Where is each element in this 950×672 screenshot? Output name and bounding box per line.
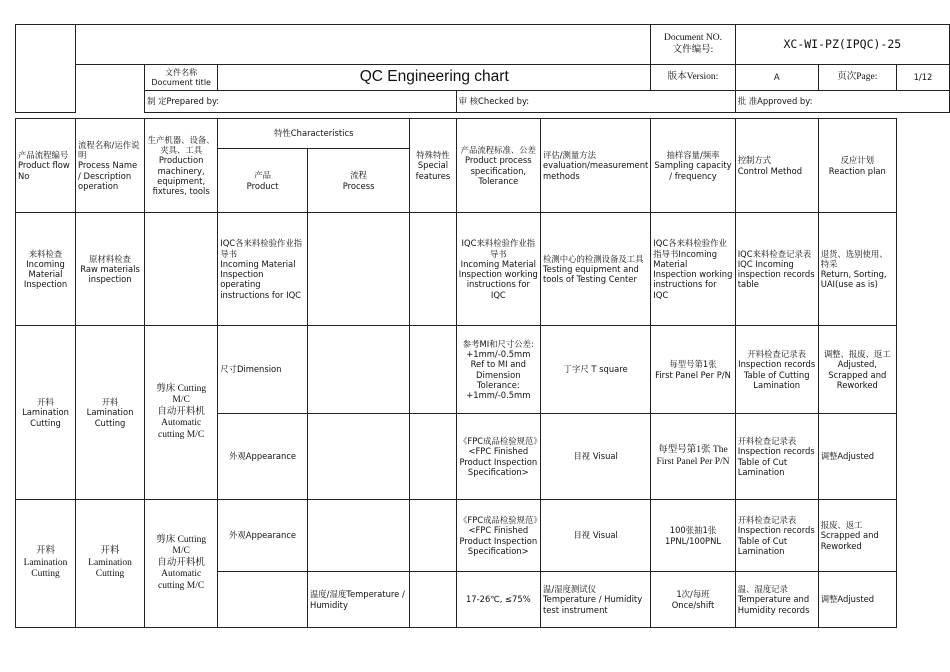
cell-sampling: 1次/每班 Once/shift: [651, 572, 735, 628]
page-value: 1/12: [896, 65, 949, 91]
col-process: 流程 Process: [307, 149, 409, 213]
table-row: [16, 213, 950, 326]
cell-evaluation: 丁字尺 T square: [540, 326, 650, 414]
cell-special: [410, 500, 456, 572]
page-label: 页次Page:: [818, 65, 896, 91]
cell-product: 尺寸Dimension: [218, 326, 308, 414]
cell-special: [410, 414, 456, 500]
cell-standard: 17-26℃, ≤75%: [456, 572, 540, 628]
cell-step-no: 来料检查 Incoming Material Inspection: [16, 213, 76, 326]
cell-reaction: 退货、选别使用、特采 Return, Sorting, UAI(use as is): [818, 213, 896, 326]
cell-special: [410, 213, 456, 326]
version-value: A: [735, 65, 818, 91]
header-row-signatures: [16, 91, 950, 113]
qc-engineering-chart-table: [15, 24, 950, 628]
table-row: [16, 500, 950, 572]
prepared-by: 制 定Prepared by:: [145, 91, 457, 113]
cell-process: [307, 500, 409, 572]
cell-special: [410, 326, 456, 414]
cell-machinery: [145, 213, 218, 326]
col-evaluation: 评估/测量方法 evaluation/measurement methods: [540, 119, 650, 213]
col-step-no: 产品流程编号 Product flow No: [16, 119, 76, 213]
cell-machinery: 剪床 Cutting M/C 自动开料机 Automatic cutting M/C: [145, 326, 218, 500]
approved-by: 批 准Approved by:: [735, 91, 949, 113]
cell-product: 外观Appearance: [218, 500, 308, 572]
cell-evaluation: 检测中心的检测设备及工具Testing equipment and tools of Testing Center: [540, 213, 650, 326]
cell-special: [410, 572, 456, 628]
header-row-title: [16, 65, 950, 91]
cell-sampling: 100张抽1张 1PNL/100PNL: [651, 500, 735, 572]
cell-product: IQC各来料检验作业指导书 Incoming Material Inspection operating instructions for IQC: [218, 213, 308, 326]
col-process-name: 流程名称/运作说明 Process Name / Description operation: [76, 119, 145, 213]
cell-evaluation: 温/湿度测试仪Temperature / Humidity test instrument: [540, 572, 650, 628]
cell-control: 开料检查记录表 Inspection records Table of Cutting Lamination: [735, 326, 818, 414]
cell-control: 开料检查记录表Inspection records Table of Cut Lamination: [735, 500, 818, 572]
cell-sampling: IQC各来料检验作业指导书Incoming Material Inspection working instructions for IQC: [651, 213, 735, 326]
header-blank-cell: [76, 25, 651, 65]
cell-standard: 《FPC成品检验规范》<FPC Finished Product Inspection Specification>: [456, 500, 540, 572]
cell-step-no: 开料 Lamination Cutting: [16, 500, 76, 628]
col-reaction-plan: 反应计划 Reaction plan: [818, 119, 896, 213]
version-label: 版本Version:: [651, 65, 735, 91]
col-standard: 产品流程标准、公差Product process specification, Tolerance: [456, 119, 540, 213]
logo-cell: [16, 25, 76, 113]
cell-process: 温度/湿度Temperature / Humidity: [307, 572, 409, 628]
cell-standard: 《FPC成品检验规范》<FPC Finished Product Inspection Specification>: [456, 414, 540, 500]
cell-reaction: 报废、返工Scrapped and Reworked: [818, 500, 896, 572]
cell-reaction: 调整、报废、返工Adjusted, Scrapped and Reworked: [818, 326, 896, 414]
cell-product: 外观Appearance: [218, 414, 308, 500]
col-sampling: 抽样容量/频率 Sampling capacity / frequency: [651, 119, 735, 213]
cell-process-name: 原材料检查 Raw materials inspection: [76, 213, 145, 326]
cell-control: 开料检查记录表Inspection records Table of Cut Lamination: [735, 414, 818, 500]
col-product: 产品 Product: [218, 149, 308, 213]
cell-process: [307, 414, 409, 500]
cell-evaluation: 目视 Visual: [540, 500, 650, 572]
doc-no-value: XC-WI-PZ(IPQC)-25: [735, 25, 949, 65]
cell-reaction: 调整Adjusted: [818, 414, 896, 500]
table-row: [16, 326, 950, 414]
cell-sampling: 每型号第1张 First Panel Per P/N: [651, 326, 735, 414]
cell-process: [307, 326, 409, 414]
cell-process: [307, 213, 409, 326]
cell-product: [218, 572, 308, 628]
cell-standard: IQC来料检验作业指导书 Incoming Material Inspection working instructions for IQC: [456, 213, 540, 326]
cell-sampling: 每型号第1张 The First Panel Per P/N: [651, 414, 735, 500]
document-title: QC Engineering chart: [218, 65, 651, 91]
cell-step-no: 开料 Lamination Cutting: [16, 326, 76, 500]
cell-reaction: 调整Adjusted: [818, 572, 896, 628]
column-header-row-1: [16, 119, 950, 149]
cell-machinery: 剪床 Cutting M/C 自动开料机 Automatic cutting M/C: [145, 500, 218, 628]
checked-by: 审 核Checked by:: [456, 91, 735, 113]
col-control-method: 控制方式 Control Method: [735, 119, 818, 213]
header-left-gap: [76, 65, 145, 113]
cell-process-name: 开料 Lamination Cutting: [76, 326, 145, 500]
cell-control: 温、湿度记录 Temperature and Humidity records: [735, 572, 818, 628]
doc-no-label: Document NO. 文件编号:: [651, 25, 735, 65]
file-name-label: 文件名称 Document title: [145, 65, 218, 91]
cell-standard: 参考MI和尺寸公差: +1mm/-0.5mm Ref to MI and Dimension Tolerance: +1mm/-0.5mm: [456, 326, 540, 414]
cell-process-name: 开料 Lamination Cutting: [76, 500, 145, 628]
header-row-doc-no: [16, 25, 950, 65]
col-machinery: 生产机器、设备、夹具、工具 Production machinery, equipment, fixtures, tools: [145, 119, 218, 213]
cell-control: IQC来料检查记录表IQC Incoming inspection records table: [735, 213, 818, 326]
cell-evaluation: 目视 Visual: [540, 414, 650, 500]
col-characteristics: 特性Characteristics: [218, 119, 410, 149]
col-special-features: 特殊特性 Special features: [410, 119, 456, 213]
